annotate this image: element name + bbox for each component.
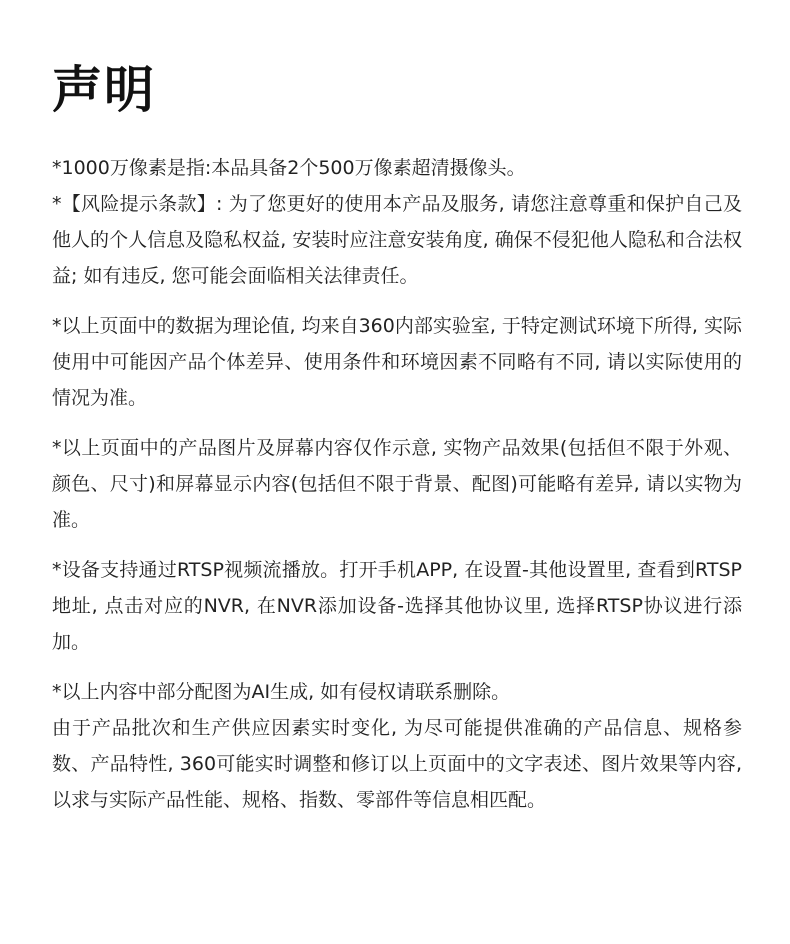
- notice-resolution: *1000万像素是指:本品具备2个500万像素超清摄像头。: [52, 157, 526, 179]
- notice-risk-warning: *【风险提示条款】: 为了您更好的使用本产品及服务, 请您注意尊重和保护自己及他人的个人信息及隐私权益, 安装时应注意安装角度, 确保不侵犯他人隐私和合法权益; 如有违反, 您可能会面临相关法律责任。: [52, 193, 742, 287]
- disclaimer-list: [52, 150, 742, 818]
- notice-ai-generated: *以上内容中部分配图为AI生成, 如有侵权请联系删除。: [52, 681, 511, 703]
- notice-rtsp-support: *设备支持通过RTSP视频流播放。打开手机APP, 在设置-其他设置里, 查看到RTSP地址, 点击对应的NVR, 在NVR添加设备-选择其他协议里, 选择RTSP协议进行添加。: [52, 559, 742, 653]
- page-title: 声明: [52, 61, 156, 119]
- notice-image-illustration: *以上页面中的产品图片及屏幕内容仅作示意, 实物产品效果(包括但不限于外观、颜色、尺寸)和屏幕显示内容(包括但不限于背景、配图)可能略有差异, 请以实物为准。: [52, 437, 742, 531]
- notice-theoretical-data: *以上页面中的数据为理论值, 均来自360内部实验室, 于特定测试环境下所得, 实际使用中可能因产品个体差异、使用条件和环境因素不同略有不同, 请以实际使用的情况为准。: [52, 315, 743, 409]
- notice-product-changes: 由于产品批次和生产供应因素实时变化, 为尽可能提供准确的产品信息、规格参数、产品特性, 360可能实时调整和修订以上页面中的文字表述、图片效果等内容, 以求与实际产品性能、规格、指数、零部件等信息相匹配。: [52, 717, 742, 811]
